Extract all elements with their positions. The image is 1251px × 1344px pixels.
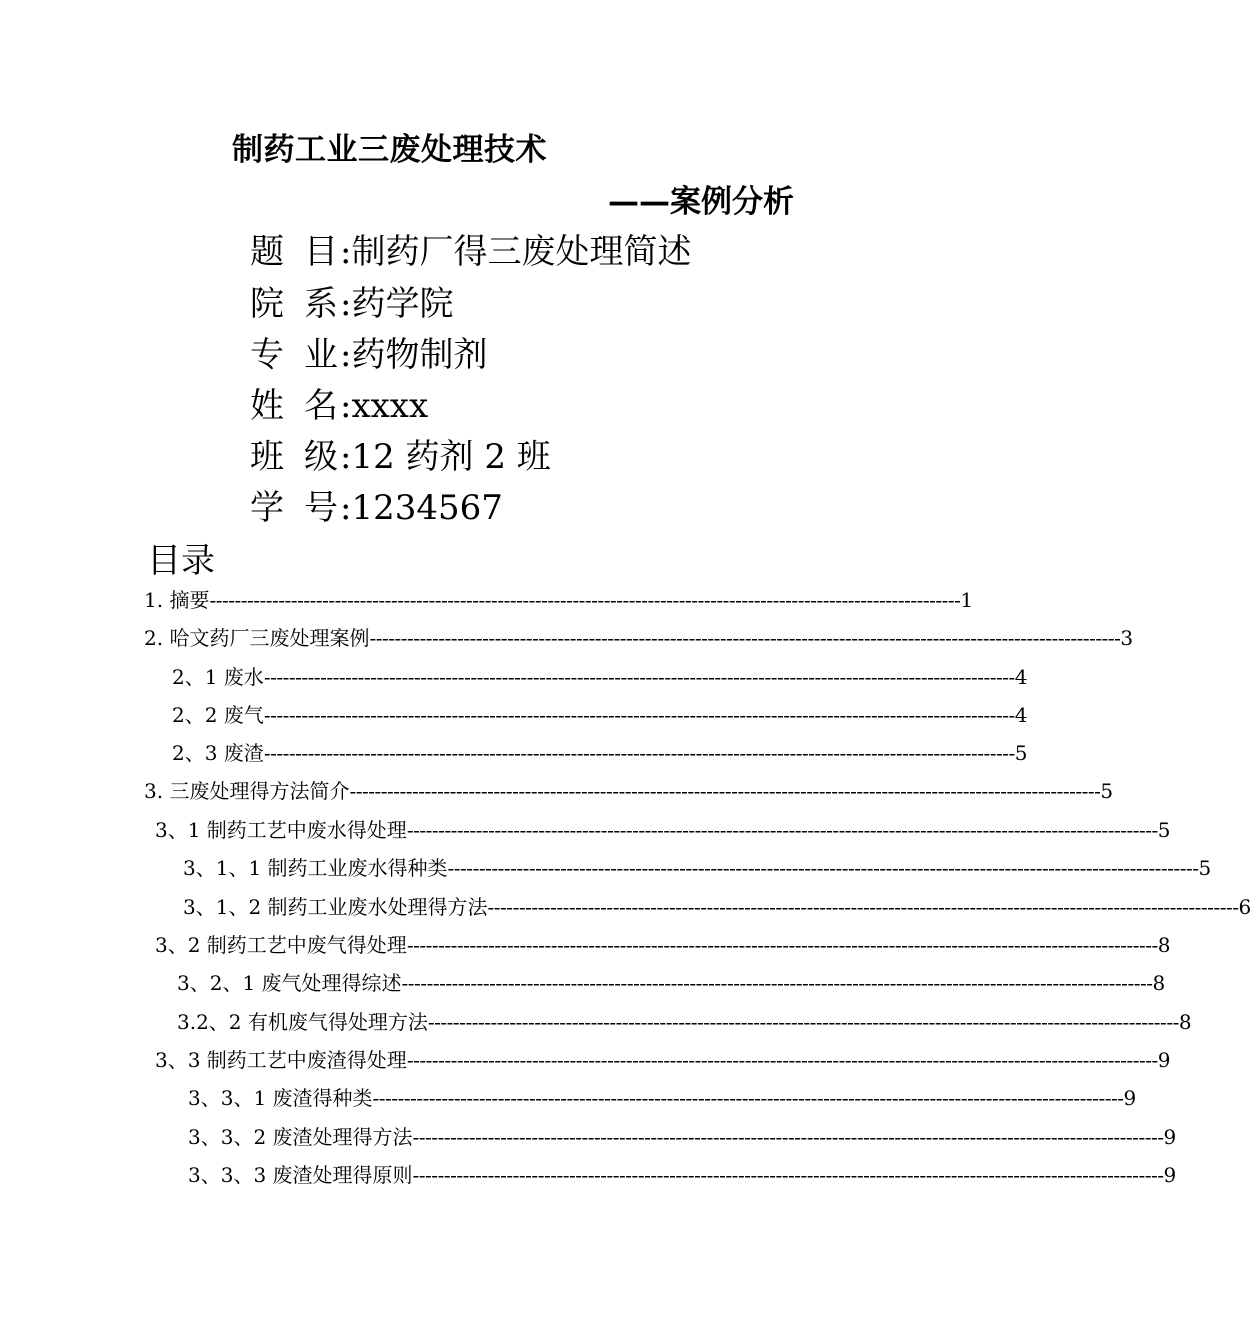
toc-page-number: 5	[1198, 856, 1212, 880]
toc-leader: ------------------------------------------------------------------------------------------------------------------------	[412, 1125, 1164, 1149]
info-label: 题目	[250, 232, 358, 272]
toc-entry[interactable]	[177, 967, 1166, 995]
toc-entry-text: 3.2、2 有机废气得处理方法	[177, 1010, 428, 1034]
toc-page-number: 9	[1123, 1086, 1137, 1110]
toc-page-number: 5	[1157, 818, 1171, 842]
toc-page-number: 3	[1120, 626, 1134, 650]
info-value: :1234567	[340, 488, 503, 528]
info-label: 姓名	[250, 386, 358, 426]
toc-leader: ------------------------------------------------------------------------------------------------------------------------	[401, 971, 1153, 995]
info-label: 班级	[250, 437, 358, 477]
toc-entry-text: 2. 哈文药厂三废处理案例	[144, 626, 370, 650]
toc-entry-text: 3、2 制药工艺中废气得处理	[155, 933, 407, 957]
toc-leader: ------------------------------------------------------------------------------------------------------------------------	[406, 1048, 1158, 1072]
info-label: 专业	[250, 335, 358, 375]
toc-entry-text: 3、3、2 废渣处理得方法	[188, 1125, 413, 1149]
toc-entry-text: 2、1 废水	[172, 665, 264, 689]
toc-page-number: 5	[1100, 779, 1114, 803]
document-subtitle: ——案例分析	[608, 184, 794, 220]
info-label: 院系	[250, 284, 358, 324]
toc-entry-text: 3、1、2 制药工业废水处理得方法	[183, 895, 488, 919]
toc-entry[interactable]	[172, 699, 1028, 727]
toc-entry[interactable]	[155, 814, 1171, 842]
toc-entry[interactable]	[188, 1121, 1177, 1149]
toc-entry[interactable]	[172, 661, 1028, 689]
info-value: :12 药剂 2 班	[340, 437, 551, 477]
toc-leader: ------------------------------------------------------------------------------------------------------------------------	[487, 895, 1239, 919]
toc-leader: ------------------------------------------------------------------------------------------------------------------------	[263, 703, 1015, 727]
info-row-class	[250, 429, 551, 477]
toc-page-number: 4	[1014, 703, 1028, 727]
document-title: 制药工业三废处理技术	[232, 132, 547, 168]
toc-page-number: 8	[1157, 933, 1171, 957]
toc-page-number: 1	[960, 588, 974, 612]
toc-page-number: 8	[1178, 1010, 1192, 1034]
info-row-topic	[250, 224, 692, 272]
toc-leader: ------------------------------------------------------------------------------------------------------------------------	[412, 1163, 1164, 1187]
toc-page-number: 6	[1238, 895, 1251, 919]
toc-entry-text: 3、3、1 废渣得种类	[188, 1086, 373, 1110]
toc-leader: ------------------------------------------------------------------------------------------------------------------------	[263, 665, 1015, 689]
toc-page-number: 9	[1163, 1125, 1177, 1149]
toc-leader: ------------------------------------------------------------------------------------------------------------------------	[263, 741, 1015, 765]
toc-entry-text: 3、2、1 废气处理得综述	[177, 971, 402, 995]
toc-entry[interactable]	[155, 1044, 1171, 1072]
info-row-name	[250, 378, 429, 426]
toc-leader: ------------------------------------------------------------------------------------------------------------------------	[372, 1086, 1124, 1110]
info-value: :药物制剂	[340, 335, 488, 375]
toc-entry[interactable]	[172, 737, 1028, 765]
toc-entry-text: 3、1、1 制药工业废水得种类	[183, 856, 448, 880]
toc-title: 目录	[147, 541, 215, 581]
toc-entry-text: 3、3、3 废渣处理得原则	[188, 1163, 413, 1187]
info-value: :制药厂得三废处理简述	[340, 232, 692, 272]
toc-entry[interactable]	[155, 929, 1171, 957]
toc-entry[interactable]	[144, 584, 974, 612]
toc-page-number: 9	[1157, 1048, 1171, 1072]
toc-entry-text: 3. 三废处理得方法简介	[144, 779, 350, 803]
toc-entry[interactable]	[183, 891, 1251, 919]
toc-leader: ------------------------------------------------------------------------------------------------------------------------	[209, 588, 961, 612]
toc-entry[interactable]	[177, 1006, 1192, 1034]
toc-entry[interactable]	[144, 622, 1134, 650]
toc-leader: ------------------------------------------------------------------------------------------------------------------------	[369, 626, 1121, 650]
toc-leader: ------------------------------------------------------------------------------------------------------------------------	[406, 818, 1158, 842]
info-value: :药学院	[340, 284, 454, 324]
toc-page-number: 4	[1014, 665, 1028, 689]
toc-leader: ------------------------------------------------------------------------------------------------------------------------	[447, 856, 1199, 880]
toc-entry-text: 3、1 制药工艺中废水得处理	[155, 818, 407, 842]
toc-entry-text: 1. 摘要	[144, 588, 210, 612]
toc-entry-text: 2、3 废渣	[172, 741, 264, 765]
toc-entry[interactable]	[188, 1082, 1137, 1110]
toc-page-number: 5	[1014, 741, 1028, 765]
info-row-student-id	[250, 480, 503, 528]
info-row-major	[250, 327, 488, 375]
toc-leader: ------------------------------------------------------------------------------------------------------------------------	[427, 1010, 1179, 1034]
info-label: 学号	[250, 488, 358, 528]
toc-entry[interactable]	[188, 1159, 1177, 1187]
toc-leader: ------------------------------------------------------------------------------------------------------------------------	[406, 933, 1158, 957]
toc-entry[interactable]	[144, 775, 1114, 803]
toc-page-number: 8	[1152, 971, 1166, 995]
toc-page-number: 9	[1163, 1163, 1177, 1187]
toc-entry[interactable]	[183, 852, 1212, 880]
toc-entry-text: 3、3 制药工艺中废渣得处理	[155, 1048, 407, 1072]
toc-leader: ------------------------------------------------------------------------------------------------------------------------	[349, 779, 1101, 803]
info-value: :xxxx	[340, 386, 429, 426]
info-row-department	[250, 276, 454, 324]
toc-entry-text: 2、2 废气	[172, 703, 264, 727]
